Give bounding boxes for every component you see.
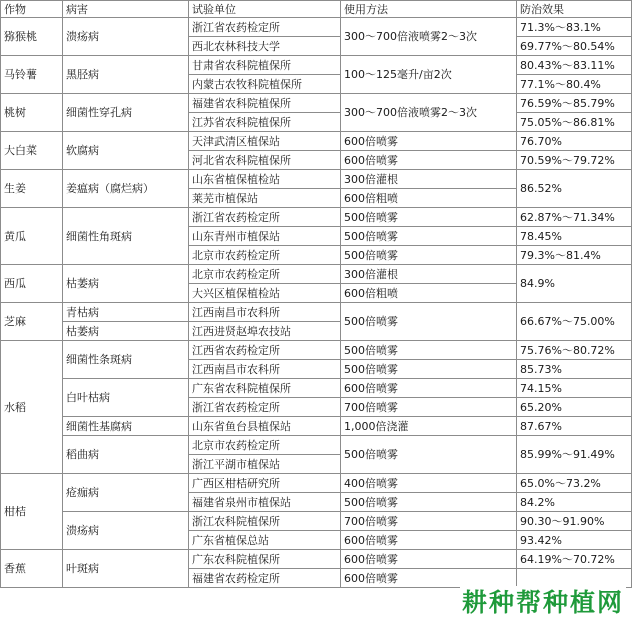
effect-cell: 87.67%	[517, 417, 632, 436]
disease-cell: 叶斑病	[63, 550, 189, 588]
crop-cell: 桃树	[1, 94, 63, 132]
method-cell: 600倍喷雾	[341, 151, 517, 170]
effect-cell: 65.20%	[517, 398, 632, 417]
disease-cell: 枯萎病	[63, 322, 189, 341]
method-cell: 600倍粗喷	[341, 189, 517, 208]
test-unit-cell: 山东省鱼台县植保站	[189, 417, 341, 436]
effect-cell: 84.9%	[517, 265, 632, 303]
test-unit-cell: 浙江平湖市植保站	[189, 455, 341, 474]
test-unit-cell: 山东青州市植保站	[189, 227, 341, 246]
effect-cell: 71.3%～83.1%	[517, 18, 632, 37]
disease-cell: 黑胫病	[63, 56, 189, 94]
effect-cell: 66.67%～75.00%	[517, 303, 632, 341]
test-unit-cell: 浙江省农药检定所	[189, 398, 341, 417]
method-cell: 500倍喷雾	[341, 208, 517, 227]
test-unit-cell: 江西进贤赵埠农技站	[189, 322, 341, 341]
effect-cell: 75.05%～86.81%	[517, 113, 632, 132]
method-cell: 100～125毫升/亩2次	[341, 56, 517, 94]
table-row	[1, 56, 632, 75]
table-row	[1, 265, 632, 284]
test-unit-cell: 浙江省农药检定所	[189, 208, 341, 227]
table-row	[1, 341, 632, 360]
test-unit-cell: 西北农林科技大学	[189, 37, 341, 56]
crop-cell: 黄瓜	[1, 208, 63, 265]
test-unit-cell: 江苏省农科院植保所	[189, 113, 341, 132]
header-disease: 病害	[63, 1, 189, 18]
table-row	[1, 132, 632, 151]
effect-cell: 69.77%～80.54%	[517, 37, 632, 56]
method-cell: 600倍喷雾	[341, 379, 517, 398]
test-unit-cell: 广东农科院植保所	[189, 550, 341, 569]
method-cell: 400倍喷雾	[341, 474, 517, 493]
method-cell: 500倍喷雾	[341, 341, 517, 360]
header-crop: 作物	[1, 1, 63, 18]
method-cell: 500倍喷雾	[341, 227, 517, 246]
disease-cell: 溃疡病	[63, 512, 189, 550]
effect-cell: 65.0%～73.2%	[517, 474, 632, 493]
disease-cell: 细菌性条斑病	[63, 341, 189, 379]
header-usage-method: 使用方法	[341, 1, 517, 18]
effect-cell: 78.45%	[517, 227, 632, 246]
test-unit-cell: 福建省农科院植保所	[189, 94, 341, 113]
effect-cell: 77.1%～80.4%	[517, 75, 632, 94]
method-cell: 500倍喷雾	[341, 246, 517, 265]
effect-cell: 93.42%	[517, 531, 632, 550]
disease-cell: 细菌性角斑病	[63, 208, 189, 265]
test-unit-cell: 江西南昌市农科所	[189, 303, 341, 322]
test-unit-cell: 莱芜市植保站	[189, 189, 341, 208]
test-unit-cell: 广西区柑桔研究所	[189, 474, 341, 493]
table-row	[1, 474, 632, 493]
table-row	[1, 170, 632, 189]
effect-cell: 85.73%	[517, 360, 632, 379]
method-cell: 1,000倍浇灌	[341, 417, 517, 436]
method-cell: 500倍喷雾	[341, 360, 517, 379]
test-unit-cell: 北京市农药检定所	[189, 265, 341, 284]
table-row	[1, 94, 632, 113]
crop-cell: 芝麻	[1, 303, 63, 341]
method-cell: 600倍粗喷	[341, 284, 517, 303]
disease-cell: 稻曲病	[63, 436, 189, 474]
effect-cell: 62.87%～71.34%	[517, 208, 632, 227]
effect-cell: 76.70%	[517, 132, 632, 151]
table-row	[1, 550, 632, 569]
header-control-effect: 防治效果	[517, 1, 632, 18]
test-unit-cell: 大兴区植保植检站	[189, 284, 341, 303]
table-header-row	[1, 1, 632, 18]
effect-cell: 90.30～91.90%	[517, 512, 632, 531]
method-cell: 600倍喷雾	[341, 531, 517, 550]
crop-cell: 马铃薯	[1, 56, 63, 94]
crop-cell: 香蕉	[1, 550, 63, 588]
site-watermark: 耕种帮种植网	[461, 588, 624, 617]
table-row	[1, 18, 632, 37]
method-cell: 300倍灌根	[341, 170, 517, 189]
effect-cell: 75.76%～80.72%	[517, 341, 632, 360]
effect-cell: 86.52%	[517, 170, 632, 208]
method-cell: 300～700倍液喷雾2～3次	[341, 94, 517, 132]
crop-cell: 西瓜	[1, 265, 63, 303]
method-cell: 700倍喷雾	[341, 512, 517, 531]
disease-cell: 软腐病	[63, 132, 189, 170]
crop-cell: 生姜	[1, 170, 63, 208]
method-cell: 500倍喷雾	[341, 436, 517, 474]
effect-cell: 85.99%～91.49%	[517, 436, 632, 474]
disease-cell: 溃疡病	[63, 18, 189, 56]
table-row	[1, 208, 632, 227]
test-unit-cell: 广东省农科院植保所	[189, 379, 341, 398]
table-row	[1, 436, 632, 455]
method-cell: 600倍喷雾	[341, 550, 517, 569]
effect-cell: 70.59%～79.72%	[517, 151, 632, 170]
header-test-unit: 试验单位	[189, 1, 341, 18]
method-cell: 500倍喷雾	[341, 493, 517, 512]
table-row	[1, 512, 632, 531]
crop-cell: 大白菜	[1, 132, 63, 170]
disease-cell: 青枯病	[63, 303, 189, 322]
table-row	[1, 379, 632, 398]
test-unit-cell: 山东省植保植检站	[189, 170, 341, 189]
disease-cell: 细菌性基腐病	[63, 417, 189, 436]
test-unit-cell: 浙江农科院植保所	[189, 512, 341, 531]
method-cell: 700倍喷雾	[341, 398, 517, 417]
table-row	[1, 417, 632, 436]
table-row	[1, 303, 632, 322]
crop-cell: 柑桔	[1, 474, 63, 550]
effect-cell: 84.2%	[517, 493, 632, 512]
test-unit-cell: 甘肃省农科院植保所	[189, 56, 341, 75]
test-unit-cell: 河北省农科院植保所	[189, 151, 341, 170]
test-unit-cell: 江西南昌市农科所	[189, 360, 341, 379]
test-unit-cell: 内蒙古农牧科院植保所	[189, 75, 341, 94]
test-unit-cell: 广东省植保总站	[189, 531, 341, 550]
test-unit-cell: 福建省农药检定所	[189, 569, 341, 588]
disease-cell: 姜瘟病（腐烂病）	[63, 170, 189, 208]
disease-cell: 枯萎病	[63, 265, 189, 303]
disease-cell: 白叶枯病	[63, 379, 189, 417]
effect-cell: 79.3%～81.4%	[517, 246, 632, 265]
test-unit-cell: 江西省农药检定所	[189, 341, 341, 360]
method-cell: 600倍喷雾	[341, 132, 517, 151]
method-cell: 600倍喷雾	[341, 569, 517, 588]
test-unit-cell: 北京市农药检定所	[189, 246, 341, 265]
effect-cell: 64.19%～70.72%	[517, 550, 632, 569]
test-unit-cell: 浙江省农药检定所	[189, 18, 341, 37]
test-unit-cell: 北京市农药检定所	[189, 436, 341, 455]
test-unit-cell: 天津武清区植保站	[189, 132, 341, 151]
method-cell: 300～700倍液喷雾2～3次	[341, 18, 517, 56]
test-unit-cell: 福建省泉州市植保站	[189, 493, 341, 512]
crop-cell: 水稻	[1, 341, 63, 474]
disease-cell: 疮痂病	[63, 474, 189, 512]
disease-cell: 细菌性穿孔病	[63, 94, 189, 132]
effect-cell: 80.43%～83.11%	[517, 56, 632, 75]
method-cell: 300倍灌根	[341, 265, 517, 284]
method-cell: 500倍喷雾	[341, 303, 517, 341]
effect-cell: 74.15%	[517, 379, 632, 398]
crop-cell: 猕猴桃	[1, 18, 63, 56]
effect-cell: 76.59%～85.79%	[517, 94, 632, 113]
